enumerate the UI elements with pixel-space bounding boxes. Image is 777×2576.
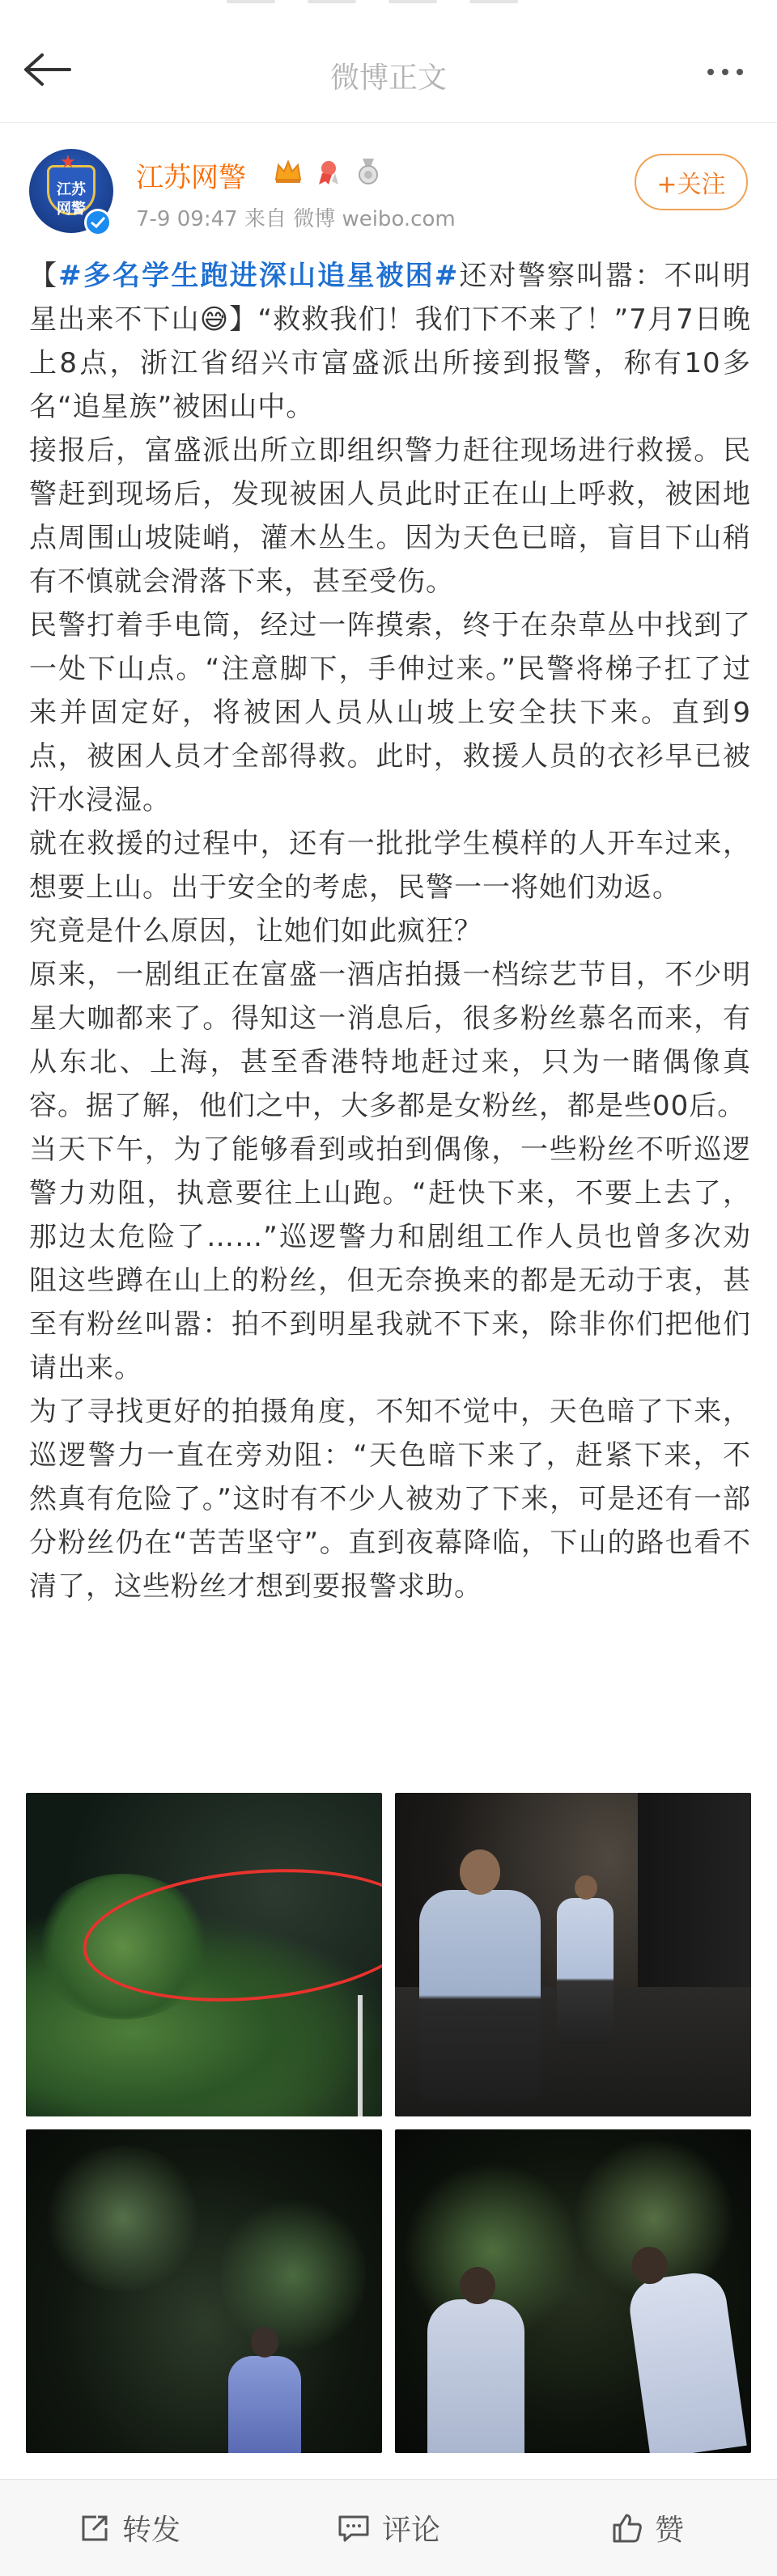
post-header [0,138,777,251]
like-label: 赞 [654,2514,684,2547]
photo-thumbnail[interactable] [26,2129,382,2453]
comment-label: 评论 [381,2514,440,2547]
topic-link[interactable]: #多名学生跑进深山追星被困# [58,260,459,292]
photo-thumbnail[interactable] [395,2129,751,2453]
page-title: 微博正文 [329,61,447,95]
police-officer-figure [626,2269,746,2453]
user-name[interactable]: 江苏网警 [136,162,246,194]
avatar-text: 江苏 [57,181,86,198]
paragraph: 为了寻找更好的拍摄角度，不知不觉中，天色暗了下来，巡逻警力一直在旁劝阻：“天色暗下来了，赶紧下来，不然真有危险了。”这时有不少人被劝了下来，可是还有一部分粉丝仍在“苦苦坚守”。直到夜幕降临，下山的路也看不清了，这些粉丝才想到要报警求助。 [29,1396,751,1603]
photo-grid [26,1793,751,2453]
crown-badge-icon [274,159,303,184]
paragraph: 究竟是什么原因，让她们如此疯狂？ [29,915,482,947]
paragraph: 民警打着手电筒，经过一阵摸索，终于在杂草丛中找到了一处下山点。“注意脚下，手伸过来。”民警将梯子扛了过来并固定好，将被困人员从山坡上安全扶下来。直到9点，被困人员才全部得救。此时，救援人员的衣衫早已被汗水浸湿。 [29,609,751,816]
paragraph: 原来，一剧组正在富盛一酒店拍摄一档综艺节目，不少明星大咖都来了。得知这一消息后，很多粉丝慕名而来，有从东北、上海，甚至香港特地赶过来，只为一睹偶像真容。据了解，他们之中，大多都是女粉丝，都是些00后。 [29,959,751,1122]
star-icon: ★ [60,152,76,172]
photo-thumbnail[interactable] [395,1793,751,2116]
user-badges [274,157,382,186]
action-bar [0,2479,777,2576]
paragraph: 接报后，富盛派出所立即组织警力赶往现场进行救援。民警赶到现场后，发现被困人员此时正在山上呼救，被困地点周围山坡陡峭，灌木丛生。因为天色已暗，盲目下山稍有不慎就会滑落下来，甚至受伤。 [29,434,751,598]
comment-icon [337,2512,371,2544]
post-timestamp-source: 7-9 09:47 来自 微博 weibo.com [136,207,456,231]
police-officer-figure [427,2299,524,2453]
paragraph: 【#多名学生跑进深山追星被困#还对警察叫嚣：不叫明星出来不下山😅】“救救我们！我们下不来了！”7月7日晚上8点，浙江省绍兴市富盛派出所接到报警，称有10多名“追星族”被困山中。 [29,260,752,423]
post-content [29,254,751,1608]
repost-icon [79,2512,111,2544]
thumbs-up-icon [611,2512,643,2544]
police-officer-figure [419,1890,541,2100]
repost-label: 转发 [121,2514,180,2547]
paragraph: 就在救援的过程中，还有一批批学生模样的人开车过来，想要上山。出于安全的考虑，民警一一将她们劝返。 [29,828,751,904]
status-bar [0,0,777,15]
repost-button[interactable] [0,2480,259,2576]
paragraph-text: 还对警察叫嚣：不叫明星出来不下山😅】“救救我们！我们下不来了！”7月7日晚上8点，浙江省绍兴市富盛派出所接到报警，称有10多名“追星族”被困山中。 [29,260,752,423]
person-figure [228,2356,301,2453]
like-button[interactable] [518,2480,777,2576]
top-nav-bar [0,15,777,123]
verified-badge-icon [84,209,112,236]
more-dots-icon [707,69,714,75]
medal-badge-icon [355,157,382,186]
police-officer-figure [557,1898,614,2044]
paragraph: 当天下午，为了能够看到或拍到偶像，一些粉丝不听巡逻警力劝阻，执意要往上山跑。“赶快下来，不要上去了，那边太危险了……”巡逻警力和剧组工作人员也曾多次劝阻这些蹲在山上的粉丝，但无奈换来的都是无动于衷，甚至有粉丝叫嚣：拍不到明星我就不下来，除非你们把他们请出来。 [29,1133,751,1384]
avatar-text: 网警 [57,201,86,218]
follow-button[interactable]: +关注 [635,154,748,210]
comment-button[interactable] [259,2480,518,2576]
photo-thumbnail[interactable] [26,1793,382,2116]
more-options-button[interactable] [693,52,758,92]
ribbon-badge-icon [314,157,343,186]
